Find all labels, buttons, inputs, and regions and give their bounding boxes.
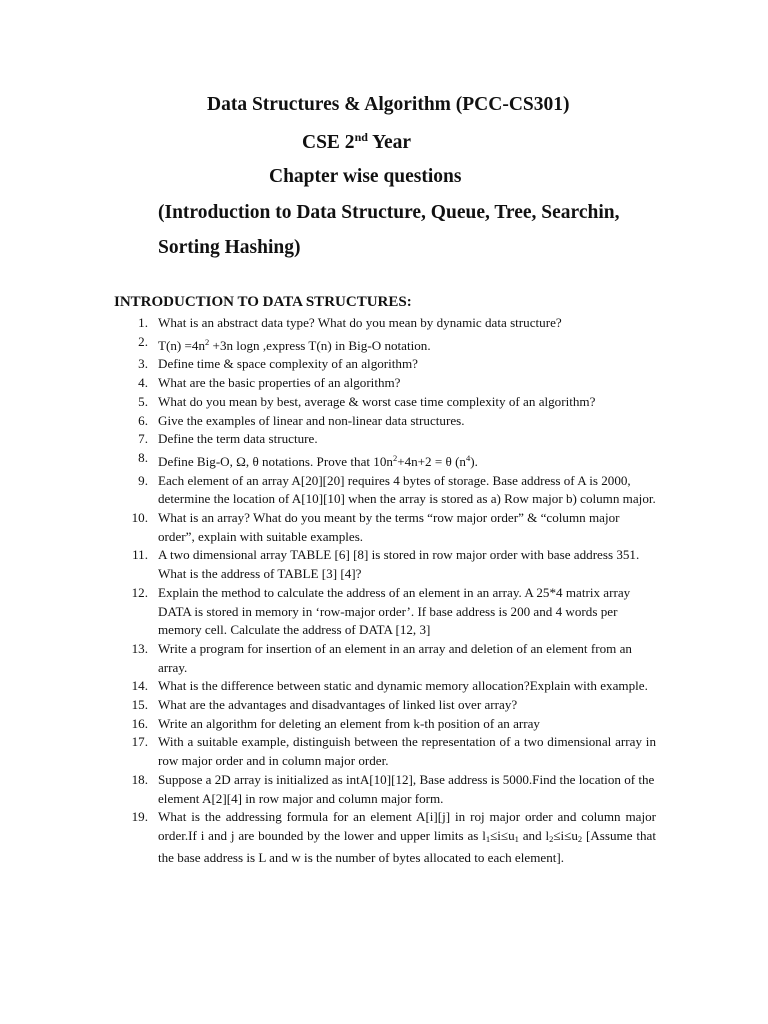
question-number: 8. — [138, 449, 148, 465]
question-text: What are the advantages and disadvantages of linked list over array? — [158, 697, 518, 713]
superscript: 2 — [205, 336, 210, 347]
text-run: +4n+2 = θ (n — [397, 453, 466, 469]
question-text: A two dimensional array TABLE [6] [8] is stored in row major order with base address 351. What is the address of TABLE [3] [4]? — [158, 547, 640, 582]
question-number: 13. — [131, 640, 148, 656]
question-text: What do you mean by best, average & worst case time complexity of an algorithm? — [158, 393, 596, 409]
subscript: 1 — [514, 833, 519, 844]
question-number: 9. — [138, 472, 148, 488]
year-ordinal: nd — [354, 130, 368, 144]
question-number: 5. — [138, 393, 148, 409]
question-number: 12. — [131, 584, 148, 600]
text-run: Define Big-O, Ω, θ notations. Prove that 10n — [158, 453, 393, 469]
question-text: Define time & space complexity of an algorithm? — [158, 356, 418, 372]
question-item — [114, 677, 656, 696]
superscript: 2 — [392, 452, 398, 463]
question-text — [158, 808, 656, 867]
question-number: 18. — [131, 771, 148, 787]
question-item — [114, 771, 656, 808]
subscript: 2 — [549, 833, 554, 844]
question-text — [158, 449, 656, 472]
question-number: 19. — [131, 809, 148, 825]
question-text: Suppose a 2D array is initialized as intA[10][12], Base address is 5000.Find the location of the element A[2][4] in row major and column major form. — [158, 771, 655, 806]
question-text: What is an array? What do you meant by the terms “row major order” & “column major order”, explain with suitable examples. — [158, 510, 620, 544]
question-number: 15. — [131, 697, 148, 713]
question-item — [114, 733, 656, 770]
question-item — [114, 509, 656, 546]
superscript: 4 — [465, 452, 471, 463]
question-number: 6. — [138, 412, 148, 428]
year-heading — [302, 130, 411, 154]
question-item — [114, 393, 656, 412]
question-item — [114, 355, 656, 374]
question-item — [114, 449, 656, 472]
section-heading: INTRODUCTION TO DATA STRUCTURES: — [114, 294, 412, 310]
subscript: 2 — [577, 833, 583, 844]
question-text: Define the term data structure. — [158, 431, 318, 447]
text-run: T(n) =4n — [158, 337, 206, 353]
text-run: and l — [518, 827, 550, 843]
question-item — [114, 472, 656, 509]
question-number: 17. — [131, 734, 148, 750]
year-prefix: CSE 2 — [302, 132, 355, 153]
question-item — [114, 546, 656, 583]
question-text: With a suitable example, distinguish between the representation of a two dimensional array in row major order and in column major order. — [158, 734, 656, 769]
text-run: ≤i≤u — [553, 827, 578, 843]
question-text: Give the examples of linear and non-linear data structures. — [158, 412, 465, 428]
question-number: 16. — [131, 715, 148, 731]
topics-line-1: (Introduction to Data Structure, Queue, Tree, Searchin, — [158, 202, 620, 223]
question-text: What is an abstract data type? What do you mean by dynamic data structure? — [158, 315, 562, 330]
year-suffix: Year — [367, 132, 412, 153]
question-item — [114, 333, 656, 356]
text-run: ). — [470, 453, 478, 469]
text-run: +3n logn ,express T(n) in Big-O notation. — [209, 337, 431, 353]
question-text: Write a program for insertion of an element in an array and deletion of an element from an array. — [158, 640, 632, 675]
question-list — [114, 314, 656, 867]
document-subtitle: Chapter wise questions — [269, 166, 462, 187]
question-item — [114, 808, 656, 867]
question-item — [114, 696, 656, 715]
subscript: 1 — [485, 833, 491, 844]
document-title: Data Structures & Algorithm (PCC-CS301) — [207, 94, 570, 115]
question-text: Write an algorithm for deleting an element from k-th position of an array — [158, 715, 540, 731]
topics-line-2: Sorting Hashing) — [158, 237, 301, 258]
question-item — [114, 412, 656, 431]
question-item — [114, 584, 656, 640]
question-number: 3. — [138, 356, 148, 372]
question-item — [114, 430, 656, 449]
question-item — [114, 715, 656, 734]
question-text: Explain the method to calculate the address of an element in an array. A 25*4 matrix array DATA is stored in memory in ‘row-major order’. If base address is 200 and 4 words per memory cell. Calculate the address of DATA [12, 3] — [158, 584, 631, 638]
question-number: 10. — [131, 510, 148, 526]
question-item — [114, 314, 656, 333]
question-number: 4. — [138, 375, 148, 391]
question-text: What are the basic properties of an algorithm? — [158, 375, 401, 391]
question-number: 2. — [138, 333, 148, 349]
question-number: 7. — [138, 431, 148, 447]
text-run: What is the addressing formula for an element A[i][j] in roj major order and column major order.If i and j are bounded by the lower and upper limits as l — [158, 809, 656, 843]
question-text — [158, 333, 656, 356]
question-number: 1. — [138, 315, 148, 330]
question-item — [114, 640, 656, 677]
text-run: ≤i≤u — [490, 827, 515, 843]
question-number: 14. — [131, 678, 148, 694]
question-text: Each element of an array A[20][20] requires 4 bytes of storage. Base address of A is 2000, determine the location of A[10][10] when the array is stored as a) Row major b) column major. — [158, 472, 656, 507]
question-number: 11. — [132, 547, 148, 563]
question-text: What is the difference between static and dynamic memory allocation?Explain with example. — [158, 678, 648, 694]
text-run: [Assume that the base address is L and w is the number of bytes allocated to each element]. — [158, 827, 657, 865]
question-item — [114, 374, 656, 393]
